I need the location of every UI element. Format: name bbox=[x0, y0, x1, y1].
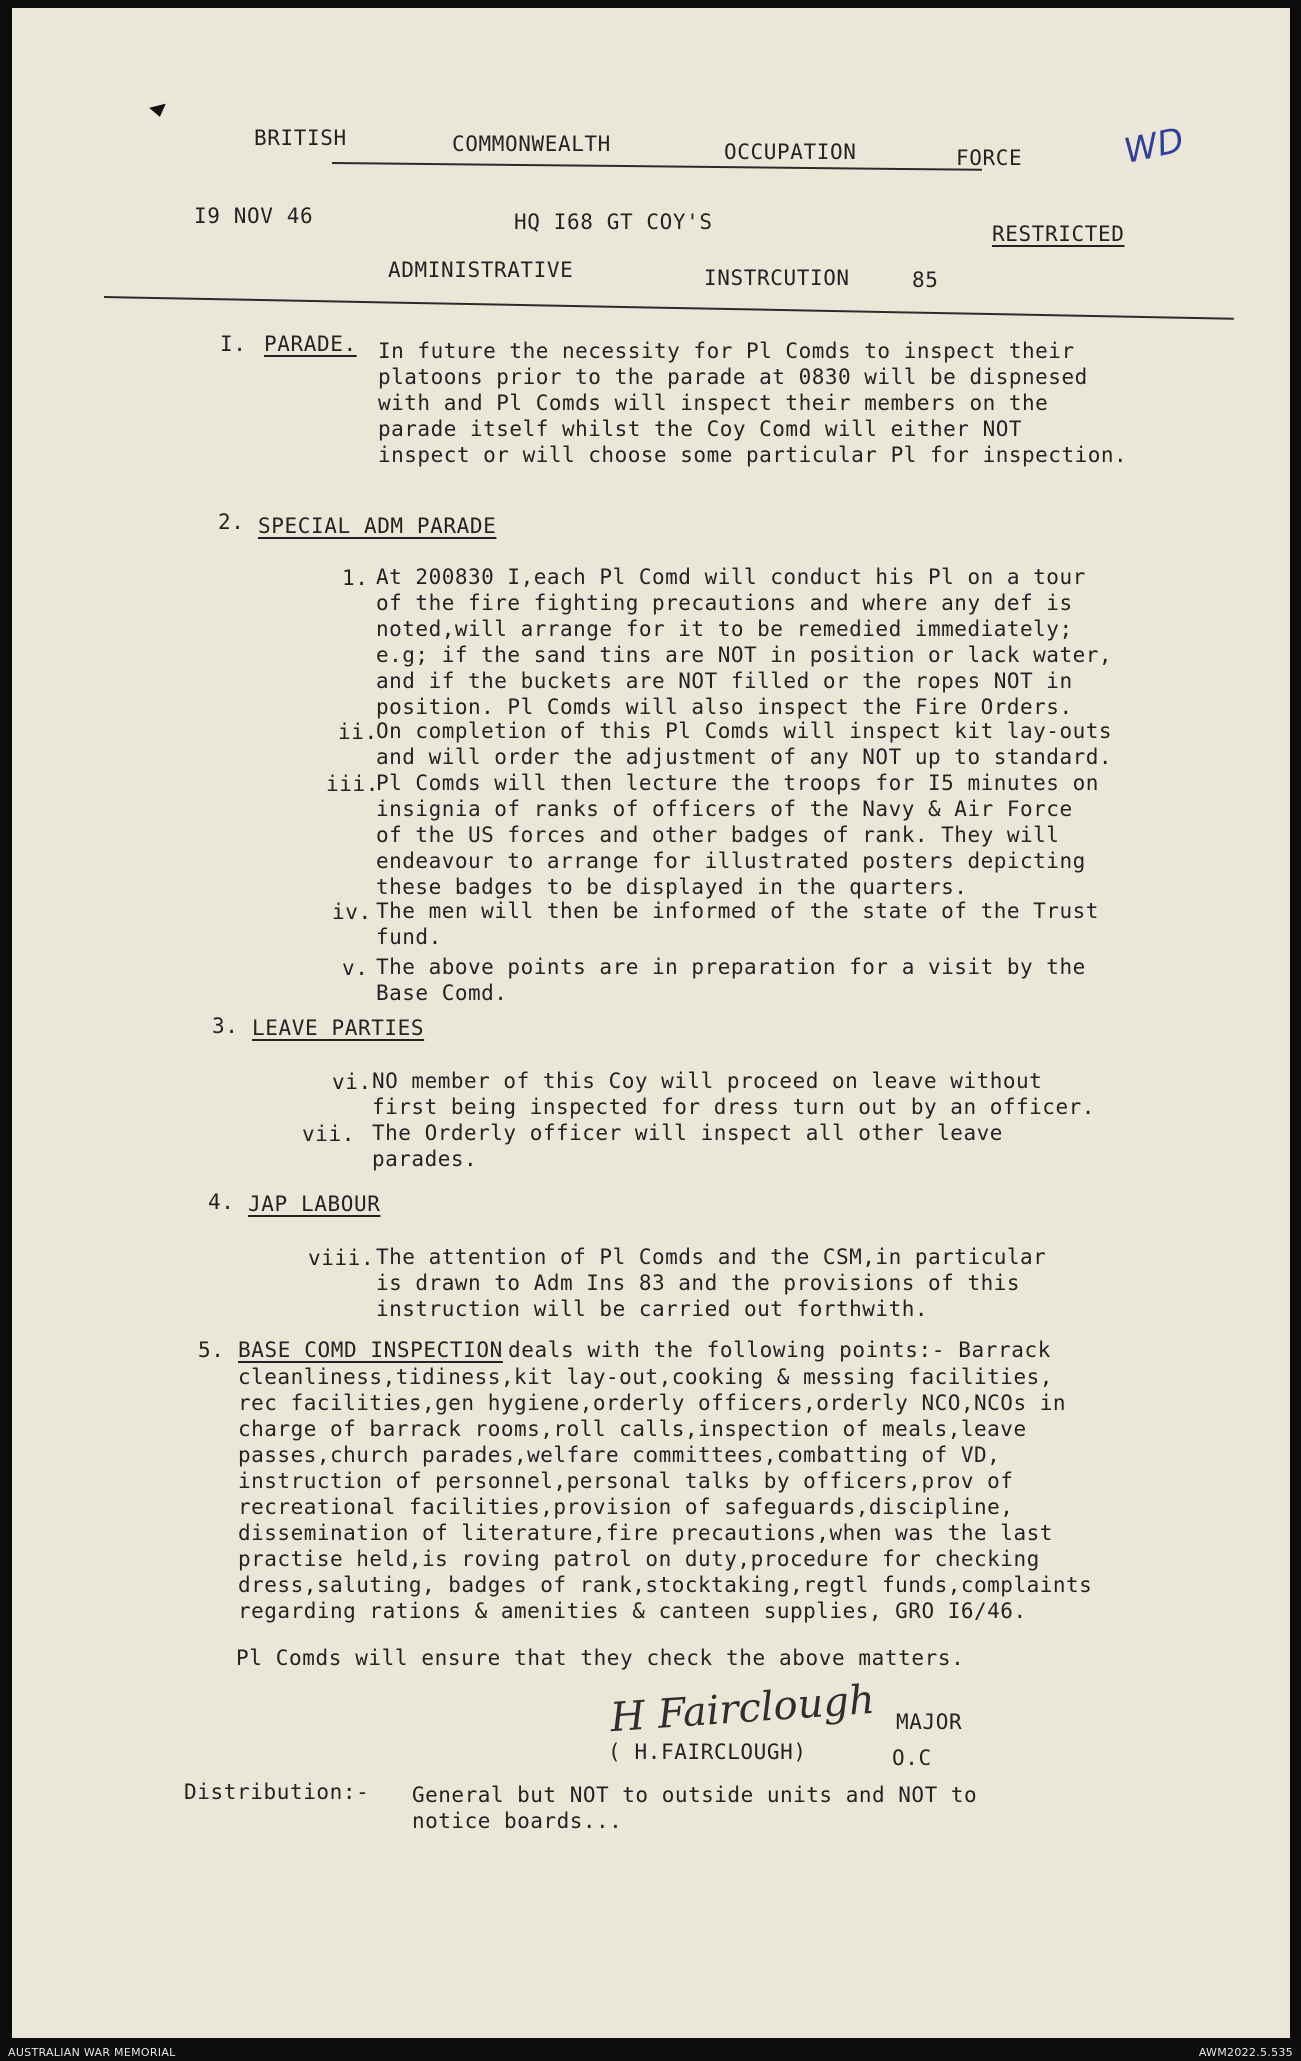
section-3-item-1-number: vi. bbox=[332, 1070, 372, 1094]
signatory-appointment: O.C bbox=[892, 1746, 932, 1770]
signature-scrawl: H Fairclough bbox=[608, 1676, 877, 1742]
section-2-item-3-number: iii. bbox=[326, 772, 379, 796]
corner-mark bbox=[149, 97, 169, 117]
section-3-item-2-number: vii. bbox=[302, 1122, 355, 1146]
section-3-item-1-text: NO member of this Coy will proceed on leave without first being inspected for dress turn out by an officer. bbox=[372, 1069, 1095, 1119]
section-5-closing: Pl Comds will ensure that they check the above matters. bbox=[236, 1646, 965, 1670]
instruction-word: INSTRCUTION bbox=[704, 266, 850, 290]
section-4-item-1-number: viii. bbox=[308, 1246, 375, 1270]
section-2-number: 2. bbox=[218, 510, 245, 534]
section-5-lead: deals with the following points:- Barrack bbox=[508, 1338, 1051, 1362]
hq-line: HQ I68 GT COY'S bbox=[514, 210, 713, 234]
section-2-item-3-text: Pl Comds will then lecture the troops for I5 minutes on insignia of ranks of officers of the Navy & Air Force of the US forces and other badges of rank. They will endeavour to arrange for illustrated posters depicting these badges to be displayed in the quarters. bbox=[376, 771, 1099, 899]
section-1-text: In future the necessity for Pl Comds to inspect their platoons prior to the parade at 0830 will be dispnesed with and Pl Comds will inspect their members on the parade itself whilst the Coy Comd will either NOT inspect or will choose some particular Pl for inspection. bbox=[378, 339, 1128, 467]
section-2-item-5-text: The above points are in preparation for a visit by the Base Comd. bbox=[376, 955, 1086, 1005]
header-underline bbox=[332, 162, 982, 171]
distribution-label: Distribution:- bbox=[184, 1780, 370, 1804]
document-page bbox=[12, 8, 1290, 2038]
section-3-number: 3. bbox=[212, 1014, 239, 1038]
footer-accession-number: AWM2022.5.535 bbox=[1198, 2046, 1293, 2059]
signatory-rank: MAJOR bbox=[896, 1710, 963, 1734]
signatory-name: ( H.FAIRCLOUGH) bbox=[608, 1740, 807, 1764]
section-2-item-4-text: The men will then be informed of the state of the Trust fund. bbox=[376, 899, 1099, 949]
section-4-title: JAP LABOUR bbox=[248, 1192, 381, 1216]
section-2-item-2-number: ii. bbox=[338, 720, 378, 744]
section-4-number: 4. bbox=[208, 1190, 235, 1214]
header-word-british: BRITISH bbox=[254, 126, 347, 150]
section-5-text: cleanliness,tidiness,kit lay-out,cooking & messing facilities, rec facilities,gen hygiene,orderly officers,orderly NCO,NCOs in charge of barrack rooms,roll calls,inspection of meals,leave passes,church parades,welfare committees,combatting of VD, instruction of personnel,personal talks by officers,prov of recreational facilities,provision of safeguards,discipline, dissemination of literature,fire precautions,when was the last practise held,is roving patrol on duty,procedure for checking dress,saluting, badges of rank,stocktaking,regtl funds,complaints regarding rations & amenities & canteen supplies, GRO I6/46. bbox=[238, 1365, 1093, 1623]
section-2-item-2-text: On completion of this Pl Comds will inspect kit lay-outs and will order the adjustment of any NOT up to standard. bbox=[376, 719, 1113, 769]
instruction-title: ADMINISTRATIVE bbox=[388, 258, 574, 282]
section-3-title: LEAVE PARTIES bbox=[252, 1016, 425, 1040]
section-2-item-1-number: 1. bbox=[342, 566, 369, 590]
document-date: I9 NOV 46 bbox=[194, 204, 314, 228]
section-2-title: SPECIAL ADM PARADE bbox=[258, 514, 497, 538]
instruction-number: 85 bbox=[912, 268, 939, 292]
distribution-text: General but NOT to outside units and NOT to notice boards... bbox=[412, 1783, 978, 1833]
classification-label: RESTRICTED bbox=[992, 222, 1125, 246]
header-word-commonwealth: COMMONWEALTH bbox=[452, 132, 611, 156]
section-1-title: PARADE. bbox=[264, 332, 357, 356]
section-5-number: 5. bbox=[198, 1338, 225, 1362]
section-1-number: I. bbox=[220, 332, 247, 356]
footer-archive-label: AUSTRALIAN WAR MEMORIAL bbox=[8, 2046, 176, 2059]
section-4-item-1-text: The attention of Pl Comds and the CSM,in particular is drawn to Adm Ins 83 and the provisions of this instruction will be carried out forthwith. bbox=[376, 1245, 1047, 1321]
header-word-force: FORCE bbox=[956, 146, 1023, 170]
header-word-occupation: OCCUPATION bbox=[724, 140, 857, 164]
header-divider bbox=[104, 296, 1234, 320]
section-5-title: BASE COMD INSPECTION bbox=[238, 1338, 503, 1362]
ink-mark: WD bbox=[1120, 120, 1188, 172]
section-3-item-2-text: The Orderly officer will inspect all other leave parades. bbox=[372, 1121, 1003, 1171]
section-2-item-1-text: At 200830 I,each Pl Comd will conduct his Pl on a tour of the fire fighting precautions and where any def is noted,will arrange for it to be remedied immediately; e.g; if the sand tins are NOT in position or lack water, and if the buckets are NOT filled or the ropes NOT in position. Pl Comds will also inspect the Fire Orders. bbox=[376, 565, 1113, 719]
section-2-item-4-number: iv. bbox=[332, 900, 372, 924]
section-2-item-5-number: v. bbox=[342, 956, 369, 980]
